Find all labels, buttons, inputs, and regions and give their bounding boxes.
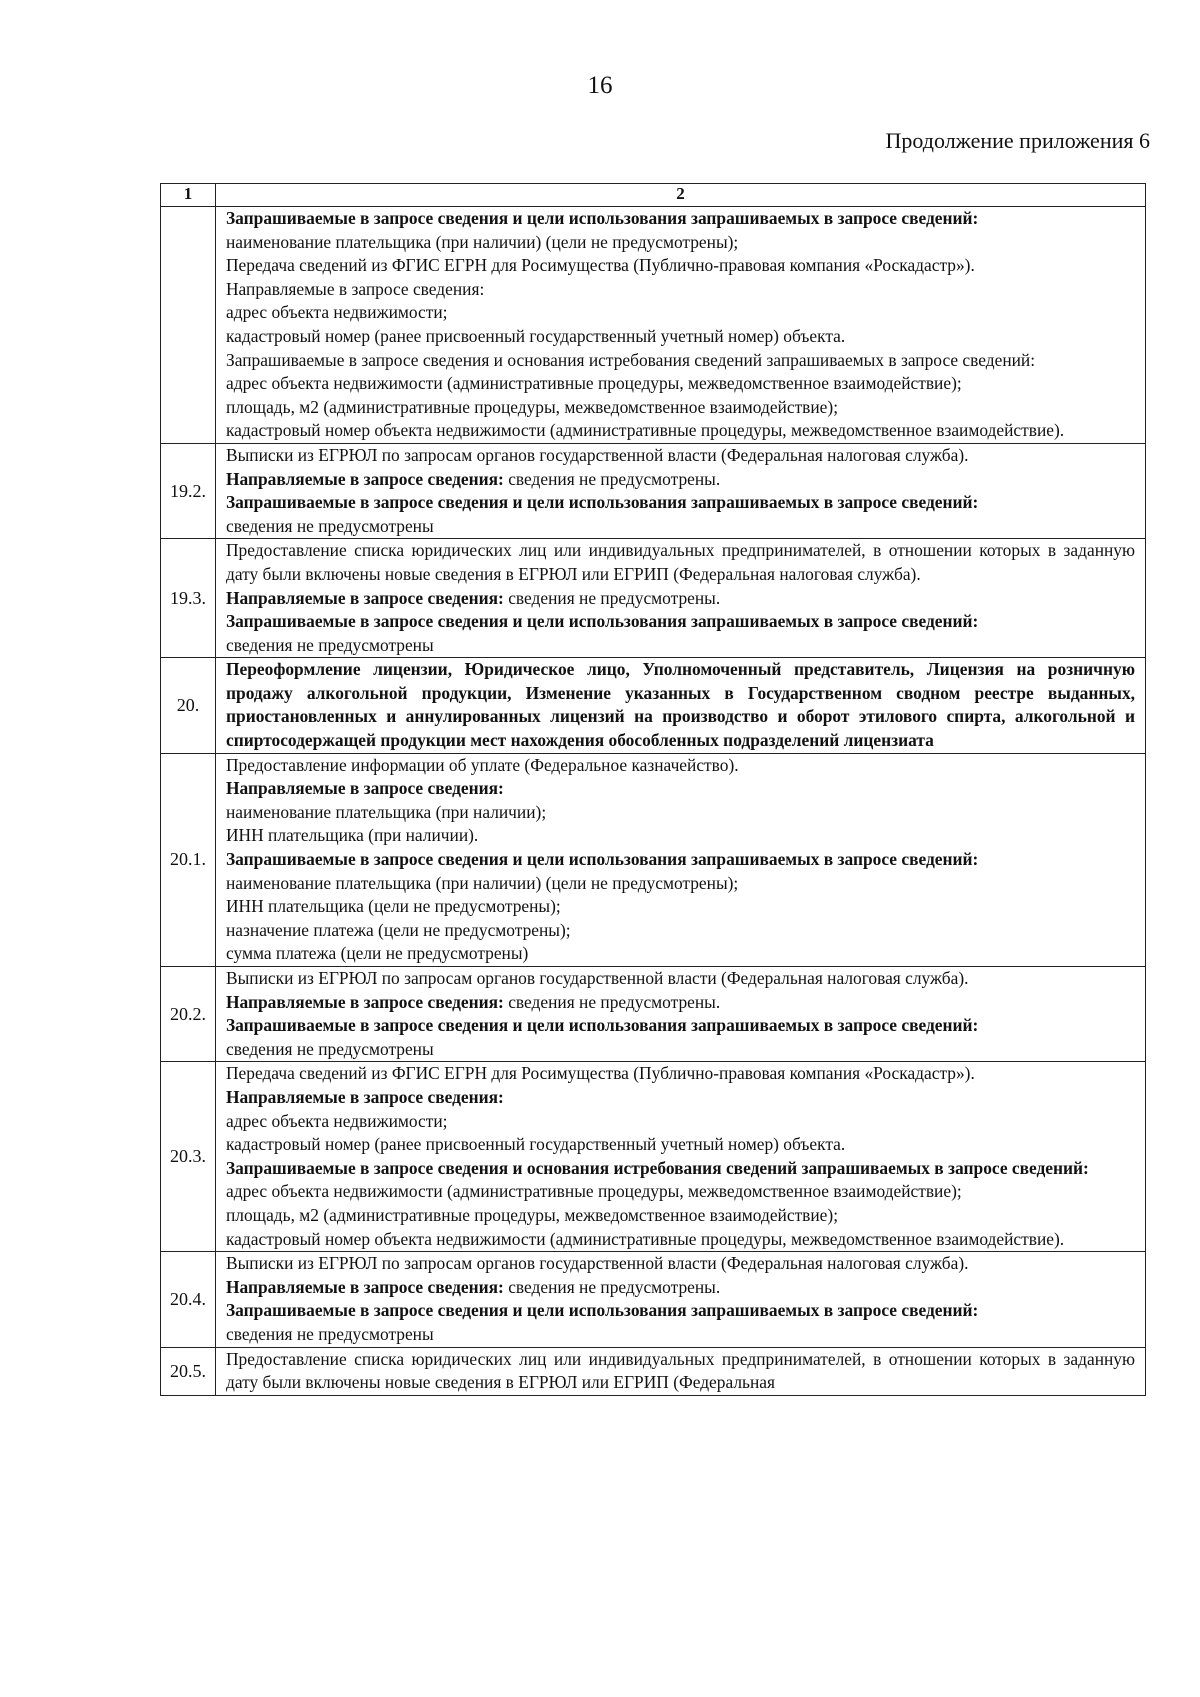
- table-row: [161, 658, 1146, 753]
- row-content: [216, 539, 1146, 658]
- bold-text: Направляемые в запросе сведения:: [226, 1276, 504, 1297]
- plain-text: сведения не предусмотрены.: [503, 468, 721, 489]
- column-header-1: 1: [161, 184, 216, 207]
- row-content: [216, 658, 1146, 753]
- bold-text: Направляемые в запросе сведения:: [226, 468, 504, 489]
- content-line: [226, 848, 1135, 872]
- content-line: [226, 895, 1135, 919]
- content-line: [226, 539, 1135, 586]
- table-row: [161, 1252, 1146, 1347]
- plain-text: Предоставление списка юридических лиц или индивидуальных предпринимателей, в отношении которых в заданную дату были включены новые сведения в ЕГРЮЛ или ЕГРИП (Федеральная: [226, 1348, 1135, 1393]
- content-line: [226, 610, 1135, 634]
- plain-text: назначение платежа (цели не предусмотрены);: [226, 919, 571, 940]
- bold-text: Запрашиваемые в запросе сведения и цели использования запрашиваемых в запросе сведений:: [226, 1300, 979, 1321]
- content-line: [226, 396, 1135, 420]
- bold-text: Запрашиваемые в запросе сведения и основания истребования сведений запрашиваемых в запросе сведений:: [226, 1157, 1089, 1178]
- row-content: [216, 207, 1146, 444]
- content-line: [226, 515, 1135, 539]
- content-line: [226, 991, 1135, 1015]
- page-number: 16: [587, 72, 613, 99]
- content-line: [226, 919, 1135, 943]
- bold-text: Запрашиваемые в запросе сведения и цели использования запрашиваемых в запросе сведений:: [226, 208, 979, 228]
- plain-text: Выписки из ЕГРЮЛ по запросам органов государственной власти (Федеральная налоговая служба).: [226, 968, 969, 988]
- table-row: [161, 1347, 1146, 1395]
- plain-text: сумма платежа (цели не предусмотрены): [226, 943, 529, 964]
- content-line: [226, 1252, 1135, 1276]
- column-header-2: 2: [216, 184, 1146, 207]
- content-line: [226, 254, 1135, 278]
- content-line: [226, 444, 1135, 468]
- content-line: [226, 587, 1135, 611]
- content-line: [226, 325, 1135, 349]
- bold-text: Направляемые в запросе сведения:: [226, 991, 504, 1012]
- row-content: [216, 1062, 1146, 1252]
- plain-text: Передача сведений из ФГИС ЕГРН для Росимущества (Публично-правовая компания «Роскадастр»).: [226, 1063, 975, 1084]
- row-content: [216, 1347, 1146, 1395]
- plain-text: сведения не предусмотрены.: [503, 1276, 721, 1297]
- content-line: [226, 777, 1135, 801]
- content-line: [226, 278, 1135, 302]
- plain-text: Выписки из ЕГРЮЛ по запросам органов государственной власти (Федеральная налоговая служба).: [226, 444, 969, 465]
- plain-text: кадастровый номер объекта недвижимости (административные процедуры, межведомственное взаимодействие).: [226, 420, 1065, 441]
- plain-text: ИНН плательщика (при наличии).: [226, 825, 479, 846]
- content-line: [226, 1086, 1135, 1110]
- bold-text: Запрашиваемые в запросе сведения и цели использования запрашиваемых в запросе сведений:: [226, 849, 979, 870]
- content-line: [226, 1299, 1135, 1323]
- bold-text: Запрашиваемые в запросе сведения и цели использования запрашиваемых в запросе сведений:: [226, 611, 979, 632]
- content-line: [226, 754, 1135, 778]
- table-row: [161, 753, 1146, 966]
- plain-text: Запрашиваемые в запросе сведения и основания истребования сведений запрашиваемых в запросе сведений:: [226, 349, 1036, 370]
- plain-text: наименование плательщика (при наличии);: [226, 801, 547, 822]
- content-line: [226, 942, 1135, 966]
- content-line: [226, 468, 1135, 492]
- table-row: [161, 539, 1146, 658]
- plain-text: сведения не предусмотрены.: [503, 587, 721, 608]
- plain-text: Передача сведений из ФГИС ЕГРН для Росимущества (Публично-правовая компания «Роскадастр»).: [226, 255, 975, 276]
- content-line: [226, 1062, 1135, 1086]
- content-line: [226, 372, 1135, 396]
- bold-text: Запрашиваемые в запросе сведения и цели использования запрашиваемых в запросе сведений:: [226, 492, 979, 513]
- content-line: [226, 1348, 1135, 1395]
- row-number: 19.2.: [161, 443, 216, 538]
- plain-text: наименование плательщика (при наличии) (цели не предусмотрены);: [226, 231, 739, 252]
- row-content: [216, 967, 1146, 1062]
- bold-text: Направляемые в запросе сведения:: [226, 1086, 504, 1107]
- plain-text: Выписки из ЕГРЮЛ по запросам органов государственной власти (Федеральная налоговая служба).: [226, 1253, 969, 1274]
- plain-text: ИНН плательщика (цели не предусмотрены);: [226, 896, 561, 917]
- content-line: [226, 1180, 1135, 1204]
- plain-text: адрес объекта недвижимости (административные процедуры, межведомственное взаимодействие);: [226, 373, 962, 394]
- plain-text: сведения не предусмотрены: [226, 1038, 434, 1059]
- plain-text: Предоставление информации об уплате (Федеральное казначейство).: [226, 754, 739, 775]
- row-number: 20.1.: [161, 753, 216, 966]
- bold-text: Направляемые в запросе сведения:: [226, 778, 504, 799]
- row-number: 19.3.: [161, 539, 216, 658]
- row-number: [161, 207, 216, 444]
- plain-text: адрес объекта недвижимости;: [226, 1110, 448, 1131]
- content-line: [226, 634, 1135, 658]
- plain-text: адрес объекта недвижимости;: [226, 302, 448, 323]
- plain-text: сведения не предусмотрены.: [503, 991, 721, 1012]
- content-line: [226, 967, 1135, 991]
- content-line: [226, 419, 1135, 443]
- row-content: [216, 443, 1146, 538]
- table-row: [161, 967, 1146, 1062]
- plain-text: кадастровый номер (ранее присвоенный государственный учетный номер) объекта.: [226, 325, 846, 346]
- bold-text: Переоформление лицензии, Юридическое лицо, Уполномоченный представитель, Лицензия на розничную продажу алкогольной продукции, Изменение указанных в Государственном сводном реестре выданных, приостановленных и аннулированных лицензий на производство и оборот этилового спирта, алкогольной и спиртосодержащей продукции мест нахождения обособленных подразделений лицензиата: [226, 659, 1135, 751]
- row-number: 20.: [161, 658, 216, 753]
- content-line: [226, 207, 1135, 231]
- content-line: [226, 1228, 1135, 1252]
- plain-text: кадастровый номер объекта недвижимости (административные процедуры, межведомственное взаимодействие).: [226, 1228, 1065, 1249]
- table-row: [161, 1062, 1146, 1252]
- content-line: [226, 231, 1135, 255]
- row-content: [216, 1252, 1146, 1347]
- plain-text: Предоставление списка юридических лиц или индивидуальных предпринимателей, в отношении которых в заданную дату были включены новые сведения в ЕГРЮЛ или ЕГРИП (Федеральная налоговая служба).: [226, 540, 1135, 584]
- plain-text: Направляемые в запросе сведения:: [226, 278, 485, 299]
- content-line: [226, 1110, 1135, 1134]
- content-line: [226, 824, 1135, 848]
- appendix-note: Продолжение приложения 6: [885, 128, 1150, 153]
- plain-text: кадастровый номер (ранее присвоенный государственный учетный номер) объекта.: [226, 1134, 846, 1155]
- table-row: [161, 443, 1146, 538]
- content-line: [226, 349, 1135, 373]
- content-line: [226, 801, 1135, 825]
- content-line: [226, 1276, 1135, 1300]
- row-content: [216, 753, 1146, 966]
- row-number: 20.2.: [161, 967, 216, 1062]
- plain-text: наименование плательщика (при наличии) (цели не предусмотрены);: [226, 872, 739, 893]
- content-line: [226, 1133, 1135, 1157]
- plain-text: сведения не предусмотрены: [226, 634, 434, 655]
- data-table: [160, 183, 1146, 1396]
- row-number: 20.4.: [161, 1252, 216, 1347]
- content-line: [226, 1204, 1135, 1228]
- plain-text: площадь, м2 (административные процедуры, межведомственное взаимодействие);: [226, 1204, 839, 1225]
- table-header-row: [161, 184, 1146, 207]
- content-line: [226, 301, 1135, 325]
- content-line: [226, 1038, 1135, 1062]
- content-line: [226, 658, 1135, 752]
- content-line: [226, 872, 1135, 896]
- plain-text: сведения не предусмотрены: [226, 515, 434, 536]
- row-number: 20.3.: [161, 1062, 216, 1252]
- content-line: [226, 1323, 1135, 1347]
- row-number: 20.5.: [161, 1347, 216, 1395]
- bold-text: Запрашиваемые в запросе сведения и цели использования запрашиваемых в запросе сведений:: [226, 1015, 979, 1036]
- content-line: [226, 491, 1135, 515]
- bold-text: Направляемые в запросе сведения:: [226, 587, 504, 608]
- plain-text: площадь, м2 (административные процедуры, межведомственное взаимодействие);: [226, 396, 839, 417]
- plain-text: сведения не предусмотрены: [226, 1323, 434, 1344]
- table-row: [161, 207, 1146, 444]
- content-line: [226, 1157, 1135, 1181]
- plain-text: адрес объекта недвижимости (административные процедуры, межведомственное взаимодействие);: [226, 1181, 962, 1202]
- content-line: [226, 1014, 1135, 1038]
